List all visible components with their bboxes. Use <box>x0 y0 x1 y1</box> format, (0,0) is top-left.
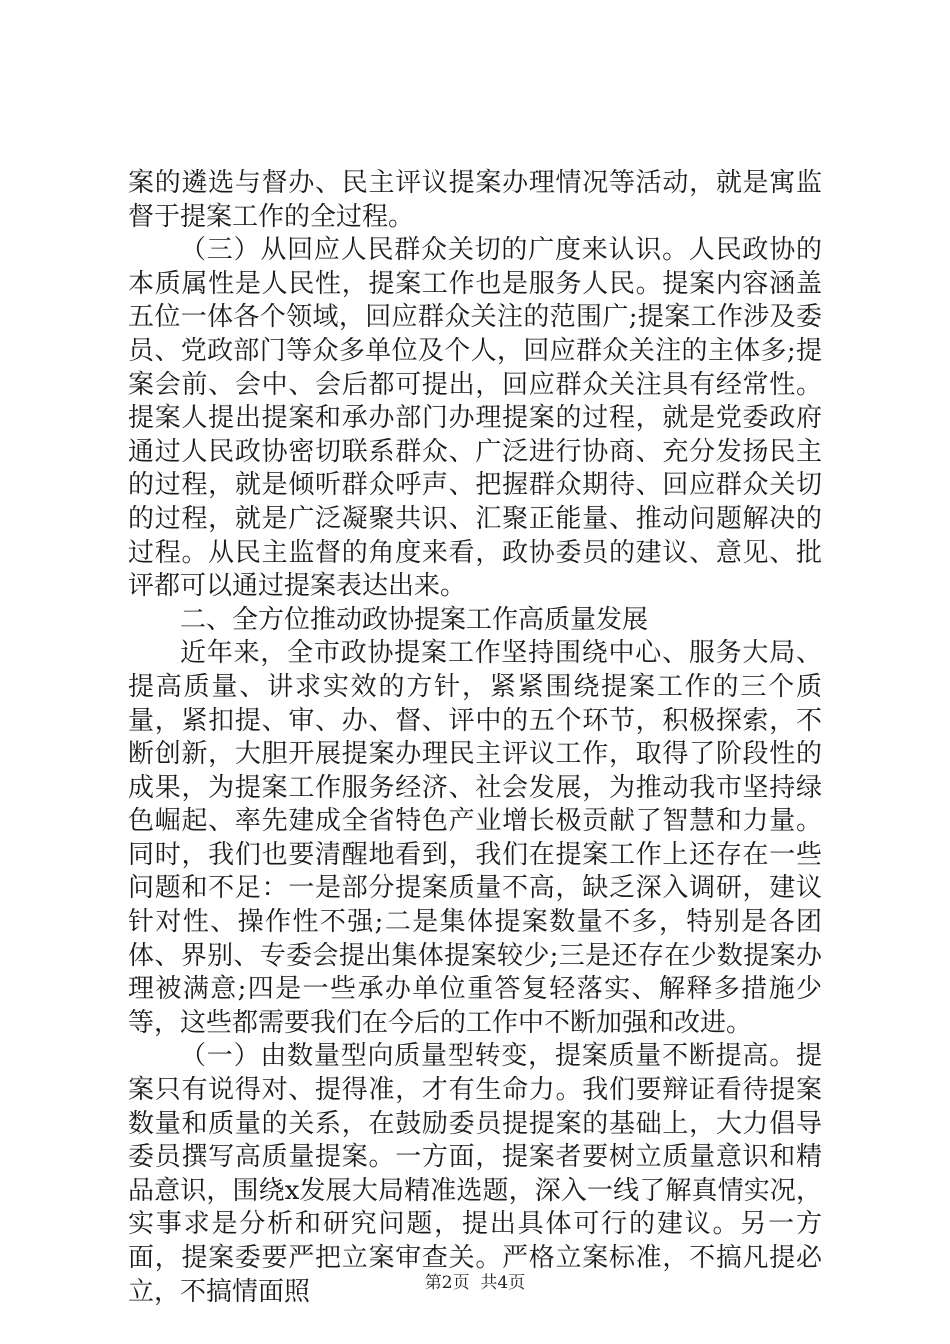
section-heading: 二、全方位推动政协提案工作高质量发展 <box>180 604 649 635</box>
paragraph: 案的遴选与督办、民主评议提案办理情况等活动，就是寓监督于提案工作的全过程。 <box>128 168 822 232</box>
paragraph: 近年来，全市政协提案工作坚持围绕中心、服务大局、提高质量、讲求实效的方针，紧紧围绕提案工作的三个质量，紧扣提、审、办、督、评中的五个环节，积极探索，不断创新，大胆开展提案办理民主评议工作，取得了阶段性的成果，为提案工作服务经济、社会发展，为推动我市坚持绿色崛起、率先建成全省特色产业增长极贡献了智慧和力量。同时，我们也要清醒地看到，我们在提案工作上还存在一些问题和不足：一是部分提案质量不高，缺乏深入调研，建议针对性、操作性不强;二是集体提案数量不多，特别是各团体、界别、专委会提出集体提案较少;三是还存在少数提案办理被满意;四是一些承办单位重答复轻落实、解释多措施少等，这些都需要我们在今后的工作中不断加强和改进。 <box>128 638 822 1038</box>
page-total: 共4页 <box>480 1273 526 1293</box>
document-body <box>128 167 822 1309</box>
page-footer <box>0 1268 950 1293</box>
paragraph: （一）由数量型向质量型转变，提案质量不断提高。提案只有说得对、提得准，才有生命力。我们要辩证看待提案数量和质量的关系，在鼓励委员提提案的基础上，大力倡导委员撰写高质量提案。一方面，提案者要树立质量意识和精品意识，围绕x发展大局精准选题，深入一线了解真情实况，实事求是分析和研究问题，提出具体可行的建议。另一方面，提案委要严把立案审查关。严格立案标准，不搞凡提必立，不搞情面照 <box>128 1041 822 1307</box>
paragraph: （三）从回应人民群众关切的广度来认识。人民政协的本质属性是人民性，提案工作也是服务人民。提案内容涵盖五位一体各个领域，回应群众关注的范围广;提案工作涉及委员、党政部门等众多单位及个人，回应群众关注的主体多;提案会前、会中、会后都可提出，回应群众关注具有经常性。提案人提出提案和承办部门办理提案的过程，就是党委政府通过人民政协密切联系群众、广泛进行协商、充分发扬民主的过程，就是倾听群众呼声、把握群众期待、回应群众关切的过程，就是广泛凝聚共识、汇聚正能量、推动问题解决的过程。从民主监督的角度来看，政协委员的建议、意见、批评都可以通过提案表达出来。 <box>128 235 822 602</box>
page-number: 第2页 <box>424 1273 470 1293</box>
